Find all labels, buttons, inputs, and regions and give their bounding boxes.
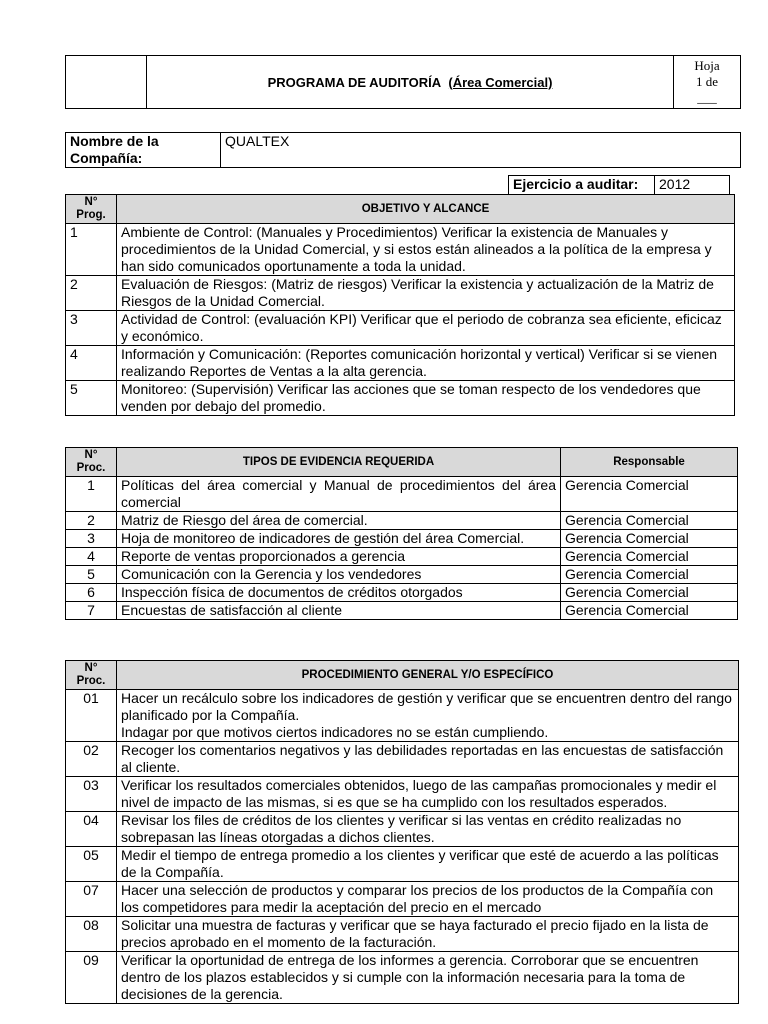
ejercicio-label: Ejercicio a auditar: [509, 176, 655, 195]
row-text: Verificar la oportunidad de entrega de los informes a gerencia. Corroborar que se encuentren dentro de los plazos establecidos y si cumple con la información necesaria para la toma de decisiones de la gerencia. [117, 952, 739, 1004]
row-number: 08 [66, 917, 117, 952]
row-number: 2 [66, 276, 117, 311]
objetivos-col-desc: OBJETIVO Y ALCANCE [117, 195, 735, 224]
objetivos-table [65, 194, 735, 416]
row-text: Solicitar una muestra de facturas y verificar que se haya facturado el precio fijado en la lista de precios aprobado en el momento de la facturación. [117, 917, 739, 952]
table-row [66, 812, 739, 847]
procedimientos-table [65, 660, 739, 1004]
table-row [66, 477, 738, 512]
table-row [66, 512, 738, 530]
row-number: 04 [66, 812, 117, 847]
row-number: 09 [66, 952, 117, 1004]
table-row [66, 882, 739, 917]
row-number: 7 [66, 602, 117, 620]
table-row [66, 381, 735, 416]
evidencias-col-resp: Responsable [561, 448, 738, 477]
table-row [66, 346, 735, 381]
row-responsable: Gerencia Comercial [561, 602, 738, 620]
row-number: 5 [66, 381, 117, 416]
procedimientos-col-num: N° Proc. [66, 661, 117, 690]
evidencias-col-num: N° Proc. [66, 448, 117, 477]
row-text: Evaluación de Riesgos: (Matriz de riesgos) Verificar la existencia y actualización de la Matriz de Riesgos de la Unidad Comercial. [117, 276, 735, 311]
row-number: 3 [66, 311, 117, 346]
row-text: Hoja de monitoreo de indicadores de gestión del área Comercial. [117, 530, 561, 548]
company-value: QUALTEX [221, 133, 741, 168]
row-text: Verificar los resultados comerciales obtenidos, luego de las campañas promocionales y medir el nivel de impacto de las mismas, si es que se ha cumplido con los resultados esperados. [117, 777, 739, 812]
evidencias-table [65, 447, 738, 620]
objetivos-col-num: N° Prog. [66, 195, 117, 224]
table-row [66, 742, 739, 777]
table-row [66, 224, 735, 276]
row-number: 6 [66, 584, 117, 602]
area-text: (Área Comercial) [448, 74, 553, 90]
row-text: Hacer una selección de productos y comparar los precios de los productos de la Compañía con los competidores para medir la aceptación del precio en el mercado [117, 882, 739, 917]
row-number: 05 [66, 847, 117, 882]
row-number: 5 [66, 566, 117, 584]
row-responsable: Gerencia Comercial [561, 548, 738, 566]
table-row [66, 530, 738, 548]
row-text [117, 690, 739, 742]
row-text: Políticas del área comercial y Manual de procedimientos del área comercial [117, 477, 561, 512]
header-blank-cell [66, 56, 147, 109]
row-text: Información y Comunicación: (Reportes comunicación horizontal y vertical) Verificar si se vienen realizando Reportes de Ventas a la alta gerencia. [117, 346, 735, 381]
company-table [65, 132, 741, 168]
row-text: Recoger los comentarios negativos y las debilidades reportadas en las encuestas de satisfacción al cliente. [117, 742, 739, 777]
row-number: 1 [66, 477, 117, 512]
evidencias-col-desc: TIPOS DE EVIDENCIA REQUERIDA [117, 448, 561, 477]
table-row [66, 952, 739, 1004]
header-table [65, 55, 741, 109]
document-title [147, 56, 674, 109]
page-counter [674, 56, 741, 109]
table-row [66, 602, 738, 620]
company-label: Nombre de la Compañía: [66, 133, 221, 168]
row-text: Reporte de ventas proporcionados a gerencia [117, 548, 561, 566]
table-row [66, 777, 739, 812]
row-responsable: Gerencia Comercial [561, 477, 738, 512]
row-text: Actividad de Control: (evaluación KPI) Verificar que el periodo de cobranza sea eficiente, eficicaz y económico. [117, 311, 735, 346]
title-text: PROGRAMA DE AUDITORÍA [267, 74, 442, 90]
row-text: Comunicación con la Gerencia y los vendedores [117, 566, 561, 584]
row-text: Medir el tiempo de entrega promedio a los clientes y verificar que esté de acuerdo a las políticas de la Compañía. [117, 847, 739, 882]
table-row [66, 276, 735, 311]
table-row [66, 917, 739, 952]
row-number: 03 [66, 777, 117, 812]
table-row [66, 584, 738, 602]
table-row [66, 548, 738, 566]
row-responsable: Gerencia Comercial [561, 584, 738, 602]
row-number: 4 [66, 548, 117, 566]
row-number: 2 [66, 512, 117, 530]
row-number: 3 [66, 530, 117, 548]
row-number: 4 [66, 346, 117, 381]
row-text-line: Indagar por que motivos ciertos indicadores no se están cumpliendo. [121, 724, 549, 740]
row-text: Revisar los files de créditos de los clientes y verificar si las ventas en crédito realizadas no sobrepasan las líneas otorgadas a dichos clientes. [117, 812, 739, 847]
row-number: 01 [66, 690, 117, 742]
page-total: ___ [697, 90, 717, 105]
table-row [66, 847, 739, 882]
row-number: 07 [66, 882, 117, 917]
table-row [66, 311, 735, 346]
ejercicio-table [508, 175, 730, 195]
row-text: Matriz de Riesgo del área de comercial. [117, 512, 561, 530]
row-responsable: Gerencia Comercial [561, 530, 738, 548]
page-of: 1 de [695, 74, 719, 89]
page-label: Hoja [694, 58, 720, 73]
row-text: Monitoreo: (Supervisión) Verificar las acciones que se toman respecto de los vendedores que venden por debajo del promedio. [117, 381, 735, 416]
row-text-line: Hacer un recálculo sobre los indicadores de gestión y verificar que se encuentren dentro del rango planificado por la Compañía. [121, 690, 732, 723]
row-text: Encuestas de satisfacción al cliente [117, 602, 561, 620]
row-number: 1 [66, 224, 117, 276]
procedimientos-col-desc: PROCEDIMIENTO GENERAL Y/O ESPECÍFICO [117, 661, 739, 690]
ejercicio-value: 2012 [655, 176, 730, 195]
table-row [66, 690, 739, 742]
row-number: 02 [66, 742, 117, 777]
row-responsable: Gerencia Comercial [561, 566, 738, 584]
row-responsable: Gerencia Comercial [561, 512, 738, 530]
row-text: Ambiente de Control: (Manuales y Procedimientos) Verificar la existencia de Manuales y procedimientos de la Unidad Comercial, y si estos están alineados a la política de la empresa y han sido comunicados oportunamente a toda la unidad. [117, 224, 735, 276]
row-text: Inspección física de documentos de créditos otorgados [117, 584, 561, 602]
table-row [66, 566, 738, 584]
